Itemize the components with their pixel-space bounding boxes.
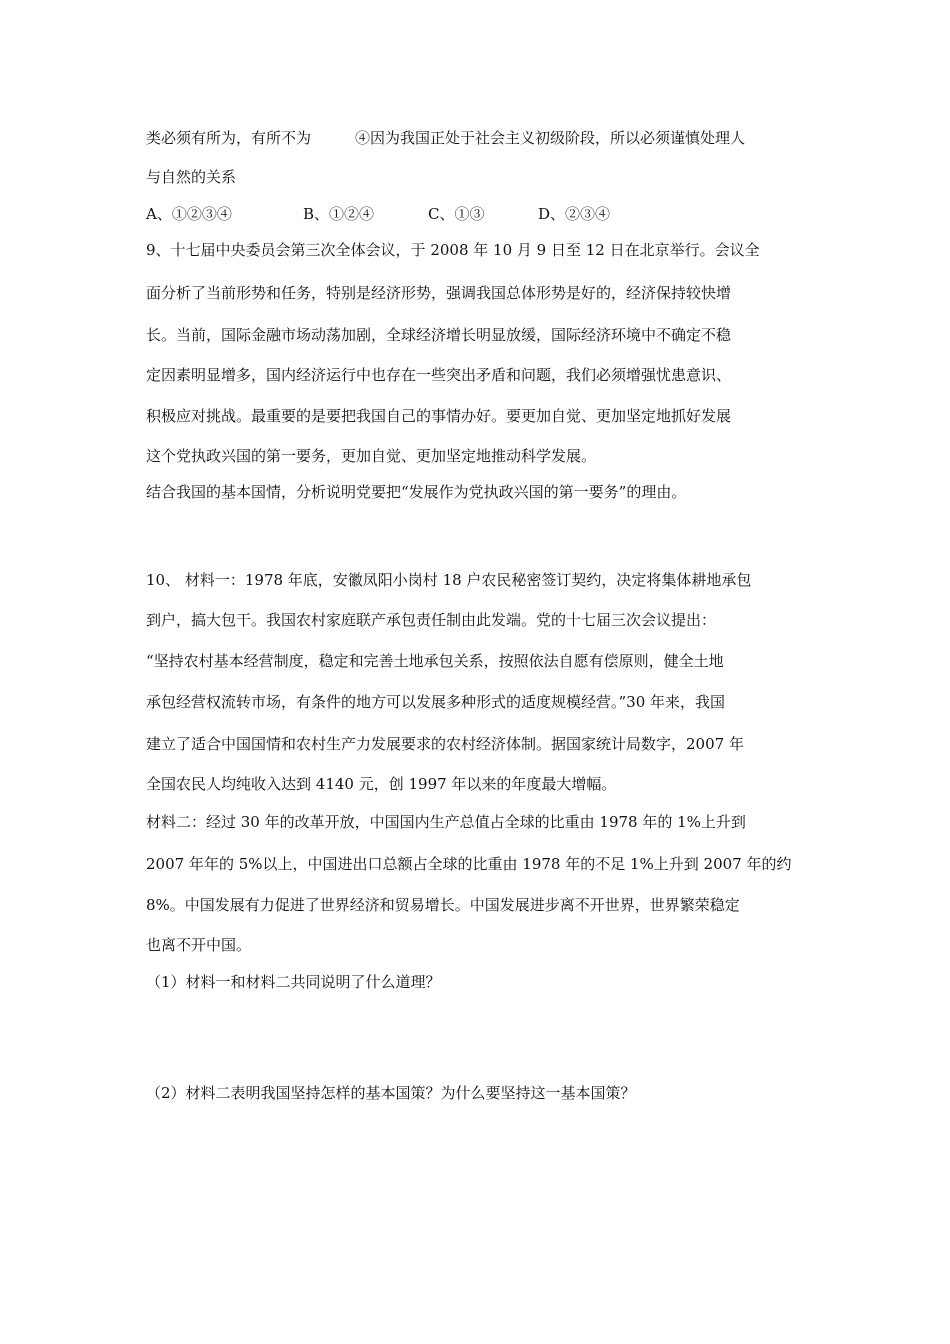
q8-options xyxy=(146,204,610,224)
q8-line-1 xyxy=(146,128,745,148)
q8-line-1-b: ④因为我国正处于社会主义初级阶段，所以必须谨慎处理人 xyxy=(355,129,746,147)
q8-option-b: B、①②④ xyxy=(303,205,375,223)
q10-material-2-line-1: 材料二：经过 30 年的改革开放，中国国内生产总值占全球的比重由 1978 年的 1%上升到 xyxy=(146,813,746,831)
q8-option-d: D、②③④ xyxy=(538,205,611,223)
q9-line-1: 9、十七届中央委员会第三次全体会议，于 2008 年 10 月 9 日至 12 日在北京举行。会议全 xyxy=(146,241,760,259)
q9-question: 结合我国的基本国情，分析说明党要把“发展作为党执政兴国的第一要务”的理由。 xyxy=(146,483,687,501)
q10-material-2-line-2: 2007 年年的 5%以上，中国进出口总额占全球的比重由 1978 年的不足 1%上升到 2007 年的约 xyxy=(146,855,792,873)
q10-question-2: （2）材料二表明我国坚持怎样的基本国策？为什么要坚持这一基本国策？ xyxy=(146,1084,636,1102)
q8-line-2: 与自然的关系 xyxy=(146,168,237,186)
q8-option-a: A、①②③④ xyxy=(146,205,232,223)
q9-line-2: 面分析了当前形势和任务，特别是经济形势，强调我国总体形势是好的，经济保持较快增 xyxy=(146,284,732,302)
q10-line-6: 全国农民人均纯收入达到 4140 元，创 1997 年以来的年度最大增幅。 xyxy=(146,775,617,793)
q9-line-6: 这个党执政兴国的第一要务，更加自觉、更加坚定地推动科学发展。 xyxy=(146,447,597,465)
q10-material-2-line-4: 也离不开中国。 xyxy=(146,936,252,954)
q9-line-5: 积极应对挑战。最重要的是要把我国自己的事情办好。要更加自觉、更加坚定地抓好发展 xyxy=(146,407,732,425)
q8-option-c: C、①③ xyxy=(428,205,485,223)
q9-line-4: 定因素明显增多，国内经济运行中也存在一些突出矛盾和问题，我们必须增强忧患意识、 xyxy=(146,366,732,384)
q10-question-1: （1）材料一和材料二共同说明了什么道理？ xyxy=(146,973,441,991)
q8-line-1-a: 类必须有所为，有所不为 xyxy=(146,129,312,147)
q10-line-1: 10、 材料一：1978 年底，安徽凤阳小岗村 18 户农民秘密签订契约，决定将集体耕地承包 xyxy=(146,571,752,589)
q10-material-2-line-3: 8%。中国发展有力促进了世界经济和贸易增长。中国发展进步离不开世界，世界繁荣稳定 xyxy=(146,896,740,914)
q10-line-4: 承包经营权流转市场，有条件的地方可以发展多种形式的适度规模经营。”30 年来，我国 xyxy=(146,693,726,711)
q10-line-2: 到户，搞大包干。我国农村家庭联产承包责任制由此发端。党的十七届三次会议提出： xyxy=(146,611,717,629)
q10-line-3: “坚持农村基本经营制度，稳定和完善土地承包关系，按照依法自愿有偿原则，健全土地 xyxy=(146,652,724,670)
q10-line-5: 建立了适合中国国情和农村生产力发展要求的农村经济体制。据国家统计局数字，2007 年 xyxy=(146,735,744,753)
q9-line-3: 长。当前，国际金融市场动荡加剧，全球经济增长明显放缓，国际经济环境中不确定不稳 xyxy=(146,326,732,344)
